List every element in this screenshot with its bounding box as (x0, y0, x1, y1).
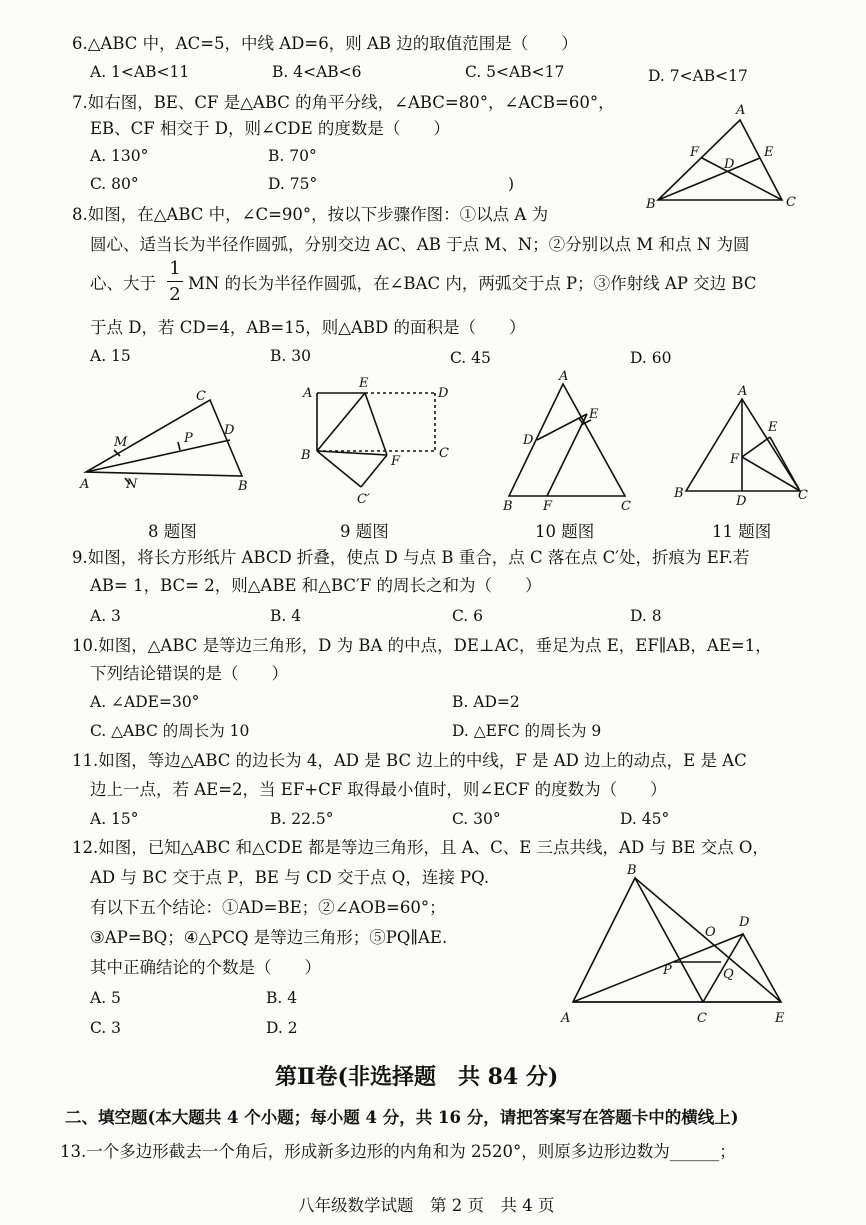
q12-line4: ③AP=BQ；④△PCQ 是等边三角形；⑤PQ∥AE. (90, 928, 448, 947)
figure-11 (672, 385, 822, 515)
q11-option-a: A. 15° (90, 810, 139, 828)
fig11-label-e: E (768, 420, 778, 435)
fig10-label-d: D (523, 433, 534, 448)
figure-9 (295, 375, 460, 515)
q7-option-c: C. 80° (90, 175, 139, 193)
q12-line3: 有以下五个结论：①AD=BE；②∠AOB=60°； (90, 898, 446, 917)
fig10-label-b: B (503, 499, 513, 514)
q7-option-d: D. 75° (268, 175, 318, 193)
figure-10 (495, 370, 645, 515)
q12-label-q: Q (723, 967, 734, 982)
q10-option-a: A. ∠ADE=30° (90, 693, 200, 711)
fig11-triangle (686, 399, 800, 491)
q7-label-b: B (646, 197, 656, 212)
figure-8 (70, 380, 260, 505)
q12-label-d: D (739, 915, 750, 930)
q6-option-a: A. 1<AB<11 (90, 63, 190, 81)
fig8-label-b: B (238, 479, 248, 494)
q12-figure (555, 862, 805, 1032)
fig11-label-a: A (738, 384, 748, 399)
fig11-label-c: C (798, 488, 808, 503)
caption-fig11: 11 题图 (712, 522, 772, 541)
fig8-arc-p (178, 442, 180, 450)
q8-option-c: C. 45 (450, 349, 491, 367)
fig10-ef (547, 414, 587, 496)
fig8-label-m: M (114, 435, 128, 450)
q12-option-b: B. 4 (266, 989, 298, 1007)
q7-option-a: A. 130° (90, 147, 149, 165)
q6-stem: 6.△ABC 中，AC=5，中线 AD=6，则 AB 边的取值范围是（ ） (72, 34, 578, 53)
q11-line1: 11.如图，等边△ABC 的边长为 4，AD 是 BC 边上的中线，F 是 AD 边上的动点，E 是 AC (72, 751, 747, 770)
q9-option-c: C. 6 (452, 607, 484, 625)
q11-option-b: B. 22.5° (270, 810, 334, 828)
fig8-label-a: A (80, 477, 90, 492)
q11-line2: 边上一点，若 AE=2，当 EF+CF 取得最小值时，则∠ECF 的度数为（ ） (90, 780, 667, 799)
q12-label-e: E (775, 1011, 785, 1026)
q7-label-a: A (736, 103, 746, 118)
fig9-bc-prime (317, 451, 361, 487)
q10-option-c: C. △ABC 的周长为 10 (90, 722, 250, 740)
fig8-label-d: D (224, 423, 235, 438)
q7-label-c: C (786, 195, 796, 210)
fig9-label-f: F (391, 454, 401, 469)
caption-fig10: 10 题图 (535, 522, 595, 541)
q7-label-f: F (690, 145, 700, 160)
q8-option-d: D. 60 (630, 349, 672, 367)
q11-option-d: D. 45° (620, 810, 670, 828)
fig11-label-f: F (730, 452, 740, 467)
q8-option-b: B. 30 (270, 347, 311, 365)
fig8-label-p: P (184, 431, 193, 446)
fig8-ray-ap (86, 440, 230, 472)
q8-line3-post: MN 的长为半径作圆弧，在∠BAC 内，两弧交于点 P；③作射线 AP 交边 BC (188, 274, 757, 293)
fig9-c-prime-f (361, 455, 387, 487)
caption-fig8: 8 题图 (148, 522, 197, 541)
q7-stem-line2: EB、CF 相交于 D，则∠CDE 的度数是（ ） (90, 119, 450, 138)
fig8-label-c: C (196, 389, 206, 404)
q10-option-d: D. △EFC 的周长为 9 (452, 722, 602, 740)
fig9-be (317, 393, 365, 451)
q9-line2: AB= 1，BC= 2，则△ABE 和△BC′F 的周长之和为（ ） (90, 576, 542, 595)
q10-option-b: B. AD=2 (452, 693, 520, 711)
q9-option-a: A. 3 (90, 607, 121, 625)
q7-stray-bracket: ) (508, 175, 515, 193)
q8-fraction-numerator: 1 (169, 258, 181, 279)
q12-line2: AD 与 BC 交于点 P，BE 与 CD 交于点 Q，连接 PQ. (90, 868, 490, 887)
fig9-label-b: B (301, 448, 311, 463)
q8-fraction-denominator: 2 (169, 284, 181, 305)
q6-option-c: C. 5<AB<17 (465, 63, 565, 81)
fig10-label-f: F (543, 499, 553, 514)
q7-stem-line1: 7.如右图，BE、CF 是△ABC 的角平分线，∠ABC=80°，∠ACB=60°， (72, 93, 615, 112)
q12-option-a: A. 5 (90, 989, 121, 1007)
q9-option-d: D. 8 (630, 607, 662, 625)
q13-line1: 13.一个多边形截去一个角后，形成新多边形的内角和为 2520°，则原多边形边数为______； (60, 1142, 736, 1161)
q7-triangle (658, 120, 782, 200)
q12-triangle-abc (573, 878, 703, 1002)
q12-segment-be (635, 878, 781, 1002)
q7-label-e: E (764, 145, 774, 160)
q12-option-d: D. 2 (266, 1019, 298, 1037)
q7-option-b: B. 70° (268, 147, 317, 165)
fig10-label-e: E (589, 407, 599, 422)
q12-segment-ad (573, 934, 743, 1002)
caption-fig9: 9 题图 (340, 522, 389, 541)
q6-option-b: B. 4<AB<6 (272, 63, 362, 81)
fig9-label-e: E (359, 376, 369, 391)
q8-fraction-bar (167, 281, 183, 282)
section2-title: 第Ⅱ卷(非选择题 共 84 分) (275, 1064, 559, 1090)
section2-subtitle: 二、填空题(本大题共 4 个小题；每小题 4 分，共 16 分，请把答案写在答题卡中的横线上) (65, 1108, 739, 1127)
q12-option-c: C. 3 (90, 1019, 122, 1037)
q12-line1: 12.如图，已知△ABC 和△CDE 都是等边三角形，且 A、C、E 三点共线，AD 与 BE 交点 O， (72, 838, 769, 857)
fig9-label-a: A (303, 386, 313, 401)
q11-option-c: C. 30° (452, 810, 501, 828)
q10-line2: 下列结论错误的是（ ） (90, 664, 288, 683)
q10-line1: 10.如图，△ABC 是等边三角形，D 为 BA 的中点，DE⊥AC，垂足为点 E，EF∥AB，AE=1， (72, 636, 772, 655)
q8-line1: 8.如图，在△ABC 中，∠C=90°，按以下步骤作图：①以点 A 为 (72, 205, 549, 224)
fig9-label-c-prime: C′ (357, 492, 370, 507)
q8-line2: 圆心、适当长为半径作圆弧，分别交边 AC、AB 于点 M、N；②分别以点 M 和点 N 为圆 (90, 235, 750, 254)
q8-option-a: A. 15 (90, 347, 131, 365)
q12-label-p: P (663, 963, 672, 978)
fig9-label-c: C (439, 446, 449, 461)
q6-option-d: D. 7<AB<17 (648, 67, 748, 85)
fig9-crease-ef (365, 393, 387, 455)
q7-bisector-cf (702, 158, 782, 200)
fig8-label-n: N (126, 477, 138, 492)
q8-line4: 于点 D，若 CD=4，AB=15，则△ABD 的面积是（ ） (90, 318, 526, 337)
fig10-label-c: C (621, 499, 631, 514)
q12-line5: 其中正确结论的个数是（ ） (90, 958, 321, 977)
fig9-bottom (317, 451, 387, 455)
q9-option-b: B. 4 (270, 607, 302, 625)
fig10-label-a: A (559, 369, 569, 384)
page-footer: 八年级数学试题 第 2 页 共 4 页 (298, 1196, 555, 1215)
q7-bisector-be (658, 158, 760, 200)
fig11-label-b: B (674, 486, 684, 501)
fig11-fe (742, 437, 770, 457)
q7-figure (640, 100, 800, 210)
q7-label-d: D (724, 157, 735, 172)
q8-line3-pre: 心、大于 (90, 274, 156, 293)
q9-line1: 9.如图，将长方形纸片 ABCD 折叠，使点 D 与点 B 重合，点 C 落在点 C′处，折痕为 EF.若 (72, 548, 750, 567)
q12-label-c: C (697, 1011, 707, 1026)
fig8-triangle (86, 400, 242, 476)
q12-label-b: B (627, 863, 637, 878)
fig11-label-d: D (736, 494, 747, 509)
q12-label-a: A (561, 1011, 571, 1026)
q12-label-o: O (705, 925, 716, 940)
fig9-label-d: D (438, 386, 449, 401)
